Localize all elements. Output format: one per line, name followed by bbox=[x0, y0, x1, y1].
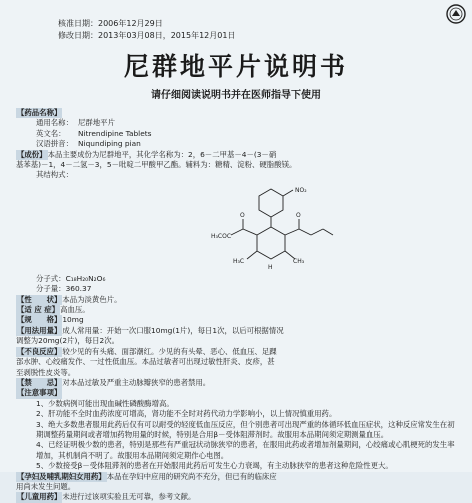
specification-heading: 【规 格】 bbox=[17, 315, 62, 325]
adverse-line: 较少见的有头痛、面部潮红。少见的有头晕、恶心、低血压、足踝 bbox=[62, 346, 277, 356]
specification-text: 10mg bbox=[62, 315, 84, 325]
svg-text:H₃C: H₃C bbox=[233, 257, 245, 265]
molecular-formula: 分子式：C₁₈H₂₀N₂O₆ bbox=[36, 273, 106, 283]
adverse-line: 部水肿、心绞痛发作、一过性低血压。本品过敏者可出现过敏性肝炎、皮疹，甚 bbox=[16, 357, 275, 367]
generic-name-value: 尼群地平片 bbox=[78, 118, 115, 128]
contraindications-text: 对本品过敏及严重主动脉瓣狭窄的患者禁用。 bbox=[62, 377, 211, 387]
approval-dates bbox=[58, 18, 235, 41]
svg-text:O: O bbox=[240, 211, 245, 219]
nitrendipine-structure-icon bbox=[211, 181, 351, 273]
english-name-label: 英文名： bbox=[36, 128, 66, 138]
document-title: 尼群地平片说明书 bbox=[123, 52, 348, 81]
svg-text:NO₂: NO₂ bbox=[295, 186, 307, 194]
indications-heading: 【适 应 症】 bbox=[17, 305, 60, 315]
english-name-row bbox=[16, 129, 456, 139]
adverse-line: 至剥脱性皮炎等。 bbox=[16, 367, 76, 377]
svg-text:O: O bbox=[296, 211, 301, 219]
pinyin-name-label: 汉语拼音： bbox=[36, 139, 73, 149]
pinyin-name-value: Niqundiping pian bbox=[78, 139, 141, 149]
structure-caption: 其结构式： bbox=[36, 170, 73, 180]
structural-formula bbox=[16, 181, 456, 274]
leaflet-body bbox=[16, 108, 456, 503]
pregnancy-heading: 【孕妇及哺乳期妇女用药】 bbox=[17, 471, 106, 481]
pregnancy-line: 本品在孕妇中应用的研究尚不充分，但已有的临床应 bbox=[106, 471, 277, 481]
svg-text:CH₃: CH₃ bbox=[293, 257, 305, 265]
dosage-line: 成人常用量：开始一次口服10mg(1片)，每日1次，以后可根据情况 bbox=[62, 325, 284, 335]
revision-date: 修改日期：2013年03月08日，2015年12月01日 bbox=[58, 30, 236, 40]
precaution-item: 3、绝大多数患者服用此药后仅有可以耐受的轻度低血压反应，但个别患者可出现严重的体循环低血压症状，这种反应常发生在初期调整药量期间或者增加药物用量的时候，特别是合用β－受体阻滞剂时。故服用本品期间须定期测量血压。 bbox=[36, 419, 455, 439]
character-heading: 【性 状】 bbox=[17, 294, 62, 304]
pinyin-name-row bbox=[16, 139, 456, 149]
adverse-heading: 【不良反应】 bbox=[17, 346, 62, 356]
svg-text:H₃COC: H₃COC bbox=[211, 232, 232, 240]
composition-heading: 【成份】 bbox=[17, 149, 47, 159]
precaution-item: 2、肝功能不全时血药浓度可增高，肾功能不全时对药代动力学影响小，以上情况慎重用药。 bbox=[36, 409, 337, 419]
children-text: 未进行过该项实验且无可靠，参考文献。 bbox=[62, 492, 196, 502]
svg-text:H: H bbox=[268, 263, 273, 271]
dosage-line: 调整为20mg(2片)，每日2次。 bbox=[16, 336, 119, 346]
company-logo bbox=[446, 4, 466, 24]
molecular-weight: 分子量：360.37 bbox=[36, 284, 92, 294]
generic-name-row bbox=[16, 118, 456, 128]
precaution-item: 1、少数病例可能出现血碱性磷酸酶增高。 bbox=[36, 398, 174, 408]
dosage-heading: 【用法用量】 bbox=[17, 325, 62, 335]
indications-text: 高血压。 bbox=[60, 305, 90, 315]
precautions-heading: 【注意事项】 bbox=[17, 388, 62, 398]
english-name-value: Nitrendipine Tablets bbox=[78, 128, 152, 138]
precaution-item: 4、已经证明极少数的患者，特别是那些有严重冠状动脉狭窄的患者，在服用此药或者增加剂量期间，心绞痛或心肌梗死的发生率增加，其机制尚不明了。故服用本品期间须定期作心电图。 bbox=[36, 440, 455, 460]
character-text: 本品为淡黄色片。 bbox=[62, 294, 122, 304]
precaution-item: 5、少数接受β－受体阻滞剂的患者在开始服用此药后可发生心力衰竭，有主动脉狭窄的患者这种危险性更大。 bbox=[36, 461, 393, 471]
contraindications-heading: 【禁 忌】 bbox=[17, 377, 62, 387]
children-heading: 【儿童用药】 bbox=[17, 492, 62, 502]
approval-date: 核准日期：2006年12月29日 bbox=[58, 19, 163, 28]
document-subtitle: 请仔细阅读说明书并在医师指导下使用 bbox=[151, 90, 321, 101]
drug-name-heading: 【药品名称】 bbox=[17, 108, 62, 117]
generic-name-label: 通用名称： bbox=[36, 118, 73, 128]
composition-line: 本品主要成份为尼群地平，其化学名称为：2，6－二甲基－4－(3－硝 bbox=[47, 149, 277, 159]
pregnancy-line: 用尚未发生问题。 bbox=[16, 481, 76, 491]
composition-line: 基苯基)－1，4－二氢－3，5－吡啶二甲酸甲乙酯。辅料为：糖精、淀粉、硬脂酸镁。 bbox=[16, 160, 297, 170]
